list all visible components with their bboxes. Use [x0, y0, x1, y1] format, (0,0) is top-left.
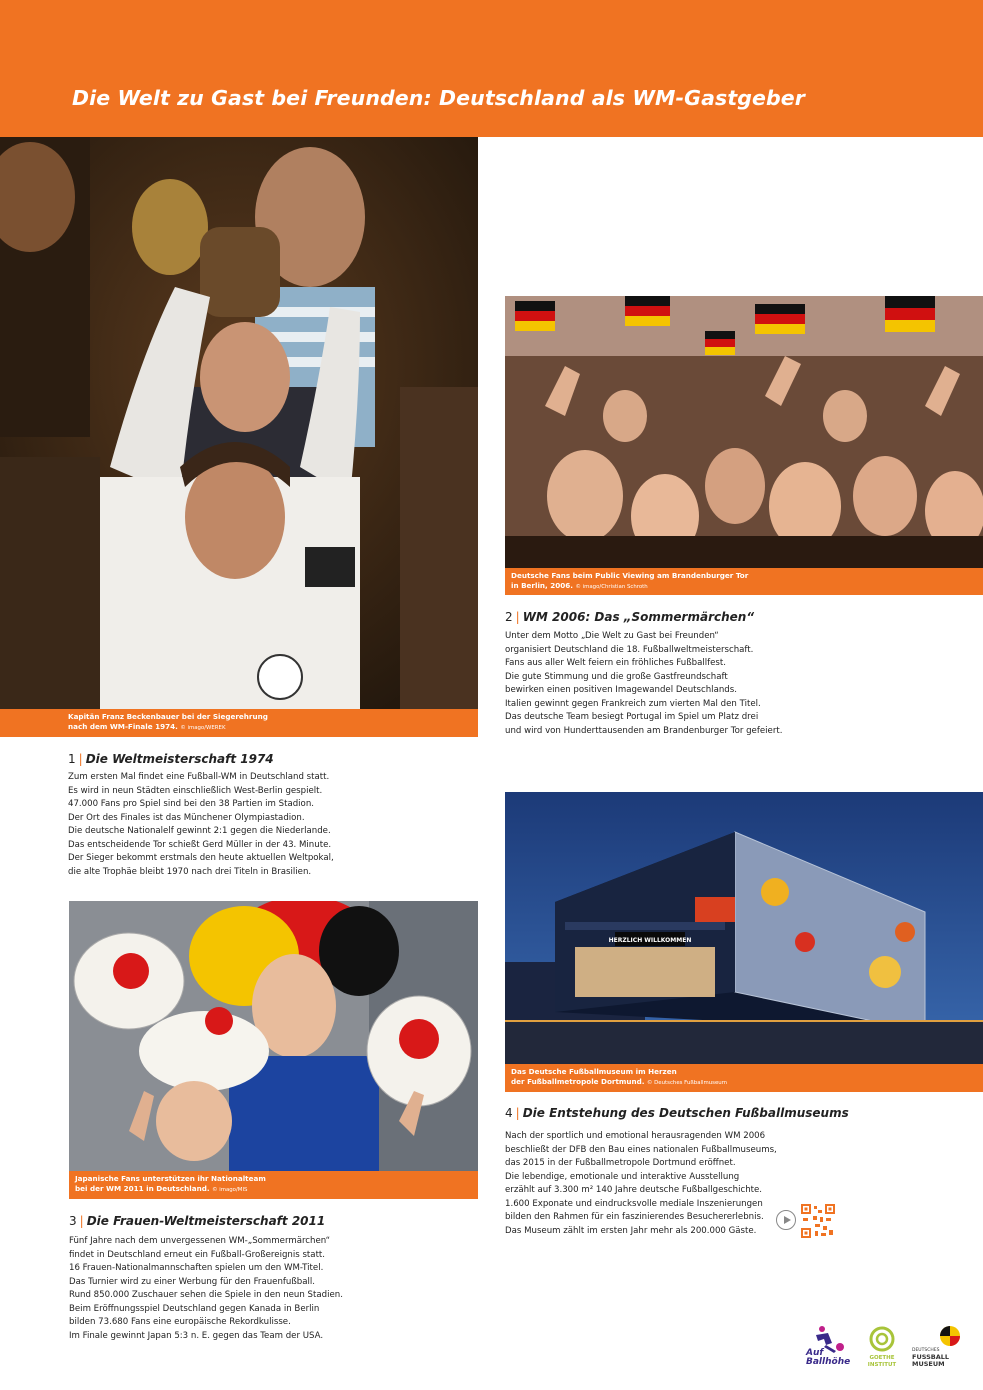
- fussballmuseum-ball-icon: [912, 1325, 964, 1347]
- goethe-institut-icon: [862, 1325, 902, 1355]
- section-2-title: 2 | WM 2006: Das „Sommermärchen“: [505, 610, 755, 624]
- section-4-title: 4 | Die Entstehung des Deutschen Fußballmuseums: [505, 1106, 849, 1120]
- section-3-text: Fünf Jahre nach dem unvergessenen WM-„Sommermärchen“ findet in Deutschland erneut ein Fußball-Großereignis statt. 16 Frauen-Nationalmannschaften spielen um den WM-Titel. Das Turnier wird zu einer Werbung für den Frauenfußball. Rund 850.000 Zuschauer sehen die Spiele in den neun Stadien. Beim Eröffnungsspiel Deutschland gegen Kanada in Berlin bilden 73.680 Fans eine europäische Rekordkulisse. Im Finale gewinnt Japan 5:3 n. E. gegen das Team der USA.: [69, 1236, 343, 1341]
- photo-beckenbauer-1974: [0, 137, 478, 709]
- photo-2006-illustration: [505, 296, 983, 568]
- photo-museum-illustration: [505, 792, 983, 1064]
- header-banner: [0, 0, 983, 137]
- photo-fans-2006: [505, 296, 983, 568]
- logo-deutsches-fussballmuseum: DEUTSCHES FUSSBALL MUSEUM: [912, 1325, 964, 1371]
- photo-japanese-fans-2011: [69, 901, 478, 1171]
- play-icon[interactable]: [776, 1210, 796, 1230]
- caption-photo-museum: Das Deutsche Fußballmuseum im Herzen der Fußballmetropole Dortmund. © Deutsches Fußballmuseum: [505, 1064, 983, 1092]
- caption-photo-1974: Kapitän Franz Beckenbauer bei der Siegerehrung nach dem WM-Finale 1974. © imago/WEREK: [0, 709, 478, 737]
- museum-sign: HERZLICH WILLKOMMEN: [608, 937, 692, 944]
- section-1-title: 1 | Die Weltmeisterschaft 1974: [68, 752, 274, 766]
- logo-goethe-institut: GOETHE INSTITUT: [862, 1325, 902, 1371]
- caption-photo-2006: Deutsche Fans beim Public Viewing am Brandenburger Tor in Berlin, 2006. © imago/Christian Schroth: [505, 568, 983, 595]
- page-title: Die Welt zu Gast bei Freunden: Deutschland als WM-Gastgeber: [72, 86, 805, 110]
- caption-photo-2011: Japanische Fans unterstützen ihr Nationalteam bei der WM 2011 in Deutschland. © imago/MIS: [69, 1171, 478, 1199]
- section-2-text: Unter dem Motto „Die Welt zu Gast bei Freunden“ organisiert Deutschland die 18. Fußballweltmeisterschaft. Fans aus aller Welt feiern ein fröhliches Fußballfest. Die gute Stimmung und die große Gastfreundschaft bewirken einen positiven Imagewandel Deutschlands. Italien gewinnt gegen Frankreich zum vierten Mal den Titel. Das deutsche Team besiegt Portugal im Spiel um Platz drei und wird von Hunderttausenden am Brandenburger Tor gefeiert.: [505, 631, 783, 736]
- logo-auf-ballhoehe: Auf Ballhöhe: [806, 1325, 852, 1371]
- section-1-text: Zum ersten Mal findet eine Fußball-WM in Deutschland statt. Es wird in neun Städten einschließlich West-Berlin gespielt. 47.000 Fans pro Spiel sind bei den 38 Partien im Stadion. Der Ort des Finales ist das Münchener Olympiastadion. Die deutsche Nationalelf gewinnt 2:1 gegen die Niederlande. Das entscheidende Tor schießt Gerd Müller in der 43. Minute. Der Sieger bekommt erstmals den heute aktuellen Weltpokal, die alte Trophäe bleibt 1970 nach drei Titeln in Brasilien.: [68, 772, 334, 877]
- section-3-title: 3 | Die Frauen-Weltmeisterschaft 2011: [69, 1214, 326, 1228]
- section-4-text: Nach der sportlich und emotional herausragenden WM 2006 beschließt der DFB den Bau eines nationalen Fußballmuseums, das 2015 in der Fußballmetropole Dortmund eröffnet. Die lebendige, emotionale und interaktive Ausstellung erzählt auf 3.300 m² 140 Jahre deutsche Fußballgeschichte. 1.600 Exponate und eindrucksvolle mediale Inszenierungen bilden den Rahmen für ein faszinierendes Besuchererlebnis. Das Museum zählt im ersten Jahr mehr als 200.000 Gäste.: [505, 1131, 777, 1236]
- photo-football-museum: [505, 792, 983, 1064]
- photo-2011-illustration: [69, 901, 478, 1171]
- qr-code-icon[interactable]: [801, 1204, 835, 1238]
- photo-1974-illustration: [0, 137, 478, 709]
